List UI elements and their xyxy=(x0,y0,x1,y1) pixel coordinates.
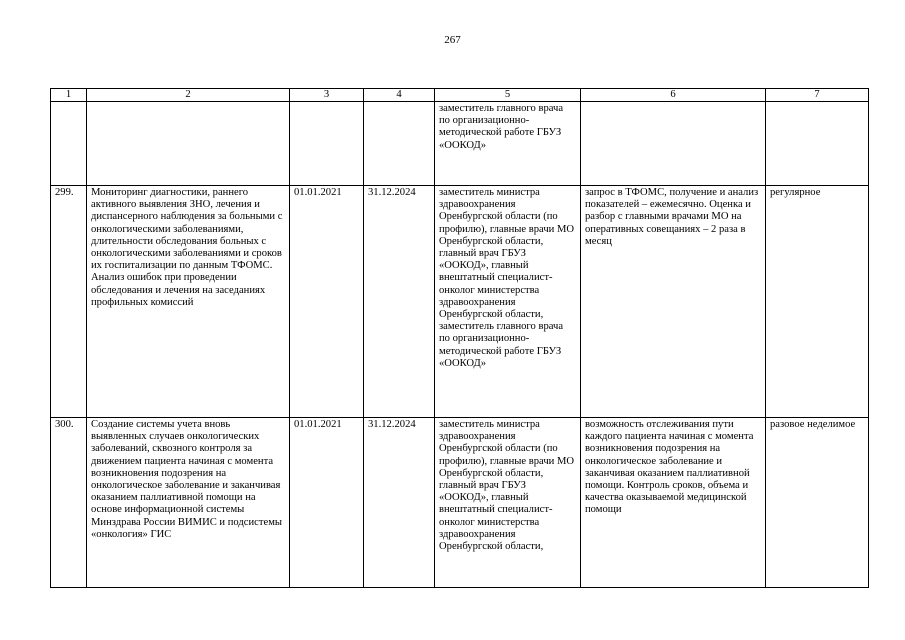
start-date: 01.01.2021 xyxy=(290,186,364,418)
responsible-persons: заместитель министра здравоохранения Оренбургской области (по профилю), главные врачи МО Оренбургской области, главный врач ГБУЗ «ООКОД», главный внештатный специалист-онколог министерства здравоохранения Оренбургской области, заместитель главного врача по организационно-методической работе ГБУЗ «ООКОД» xyxy=(435,186,581,418)
measures-table xyxy=(50,88,869,588)
table-row xyxy=(51,418,869,588)
column-header: 7 xyxy=(766,89,869,102)
table-row xyxy=(51,186,869,418)
end-date: 31.12.2024 xyxy=(364,418,435,588)
column-header: 4 xyxy=(364,89,435,102)
row-number: 299. xyxy=(51,186,87,418)
column-header: 2 xyxy=(87,89,290,102)
periodicity: регулярное xyxy=(766,186,869,418)
periodicity: разовое неделимое xyxy=(766,418,869,588)
periodicity xyxy=(766,102,869,186)
responsible-persons: заместитель министра здравоохранения Оренбургской области (по профилю), главные врачи МО Оренбургской области, главный врач ГБУЗ «ООКОД», главный внештатный специалист-онколог министерства здравоохранения Оренбургской области, xyxy=(435,418,581,588)
indicator: запрос в ТФОМС, получение и анализ показателей – ежемесячно. Оценка и разбор с главными врачами МО на оперативных совещаниях – 2 раза в месяц xyxy=(581,186,766,418)
column-number-row xyxy=(51,89,869,102)
measure-description: Мониторинг диагностики, раннего активного выявления ЗНО, лечения и диспансерного наблюдения за больными с онкологическими заболеваниями, длительности обследования больных с онкологическими заболеваниями и сроков их госпитализации по данным ТФОМС. Анализ ошибок при проведении обследования и лечения на заседаниях профильных комиссий xyxy=(87,186,290,418)
measure-description xyxy=(87,102,290,186)
indicator xyxy=(581,102,766,186)
table-row xyxy=(51,102,869,186)
end-date xyxy=(364,102,435,186)
start-date xyxy=(290,102,364,186)
row-number xyxy=(51,102,87,186)
column-header: 6 xyxy=(581,89,766,102)
page-number: 267 xyxy=(444,34,461,46)
responsible-persons: заместитель главного врача по организационно-методической работе ГБУЗ «ООКОД» xyxy=(435,102,581,186)
column-header: 5 xyxy=(435,89,581,102)
row-number: 300. xyxy=(51,418,87,588)
end-date: 31.12.2024 xyxy=(364,186,435,418)
indicator: возможность отслеживания пути каждого пациента начиная с момента возникновения подозрения на онкологическое заболевание и заканчивая оказанием паллиативной помощи. Контроль сроков, объема и качества оказываемой медицинской помощи xyxy=(581,418,766,588)
column-header: 3 xyxy=(290,89,364,102)
start-date: 01.01.2021 xyxy=(290,418,364,588)
measure-description: Создание системы учета вновь выявленных случаев онкологических заболеваний, сквозного контроля за движением пациента начиная с момента возникновения подозрения на онкологическое заболевание и заканчивая оказанием паллиативной помощи на основе информационной системы Минздрава России ВИМИС и подсистемы «онкология» ГИС xyxy=(87,418,290,588)
column-header: 1 xyxy=(51,89,87,102)
